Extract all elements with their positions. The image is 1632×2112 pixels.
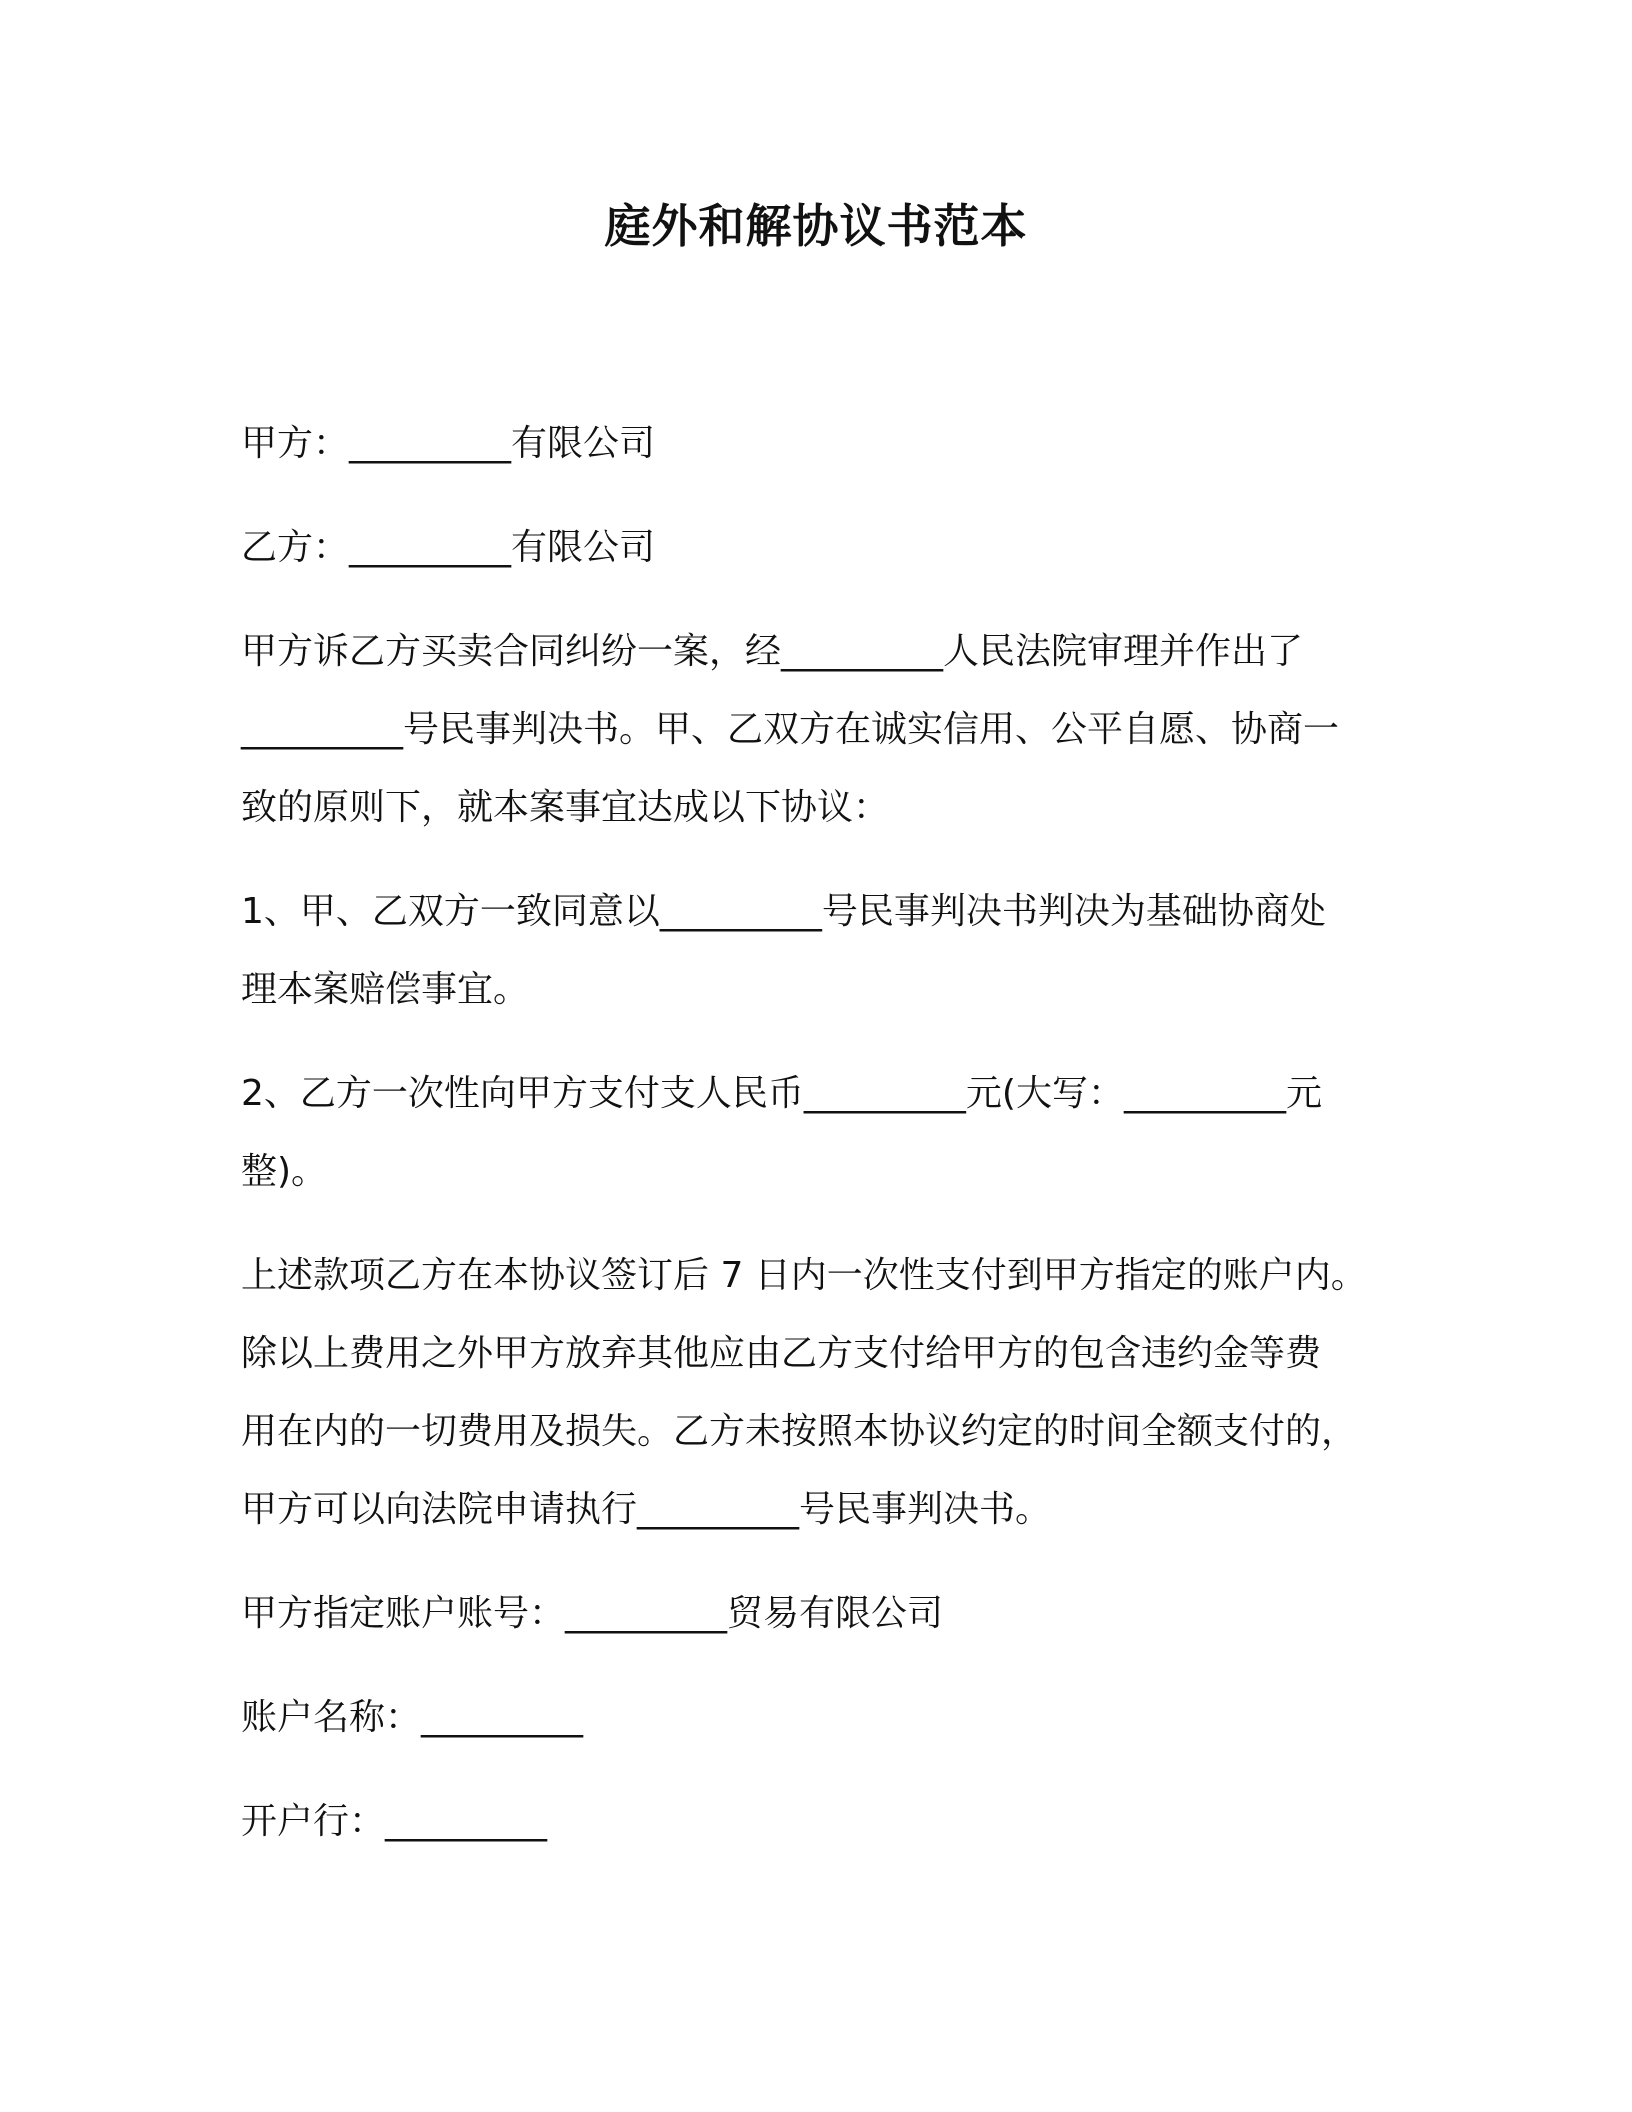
payment-paragraph-line-2: 除以上费用之外甲方放弃其他应由乙方支付给甲方的包含违约金等费 [241,1333,1322,1374]
clause-2-line-1: 2、乙方一次性向甲方支付支人民币_________元(大写：_________元 [241,1073,1322,1114]
party-a-line: 甲方：_________有限公司 [241,423,656,464]
clause-1-line-2: 理本案赔偿事宜。 [241,969,530,1010]
document-title: 庭外和解协议书范本 [604,199,1028,253]
payment-paragraph-line-1: 上述款项乙方在本协议签订后 7 日内一次性支付到甲方指定的账户内。 [241,1255,1367,1296]
clause-1-line-1: 1、甲、乙双方一致同意以_________号民事判决书判决为基础协商处 [241,891,1326,932]
account-name-line: 账户名称：_________ [241,1697,584,1738]
intro-paragraph-line-1: 甲方诉乙方买卖合同纠纷一案，经_________人民法院审理并作出了 [241,631,1304,672]
bank-line: 开户行：_________ [241,1801,548,1842]
payment-paragraph-line-3: 用在内的一切费用及损失。乙方未按照本协议约定的时间全额支付的， [241,1411,1358,1452]
clause-2-line-2: 整)。 [241,1151,328,1192]
account-number-line: 甲方指定账户账号：_________贸易有限公司 [241,1593,944,1634]
intro-paragraph-line-2: _________号民事判决书。甲、乙双方在诚实信用、公平自愿、协商一 [241,709,1340,750]
intro-paragraph-line-3: 致的原则下，就本案事宜达成以下协议： [241,787,890,828]
payment-paragraph-line-4: 甲方可以向法院申请执行_________号民事判决书。 [241,1489,1052,1530]
party-b-line: 乙方：_________有限公司 [241,527,656,568]
